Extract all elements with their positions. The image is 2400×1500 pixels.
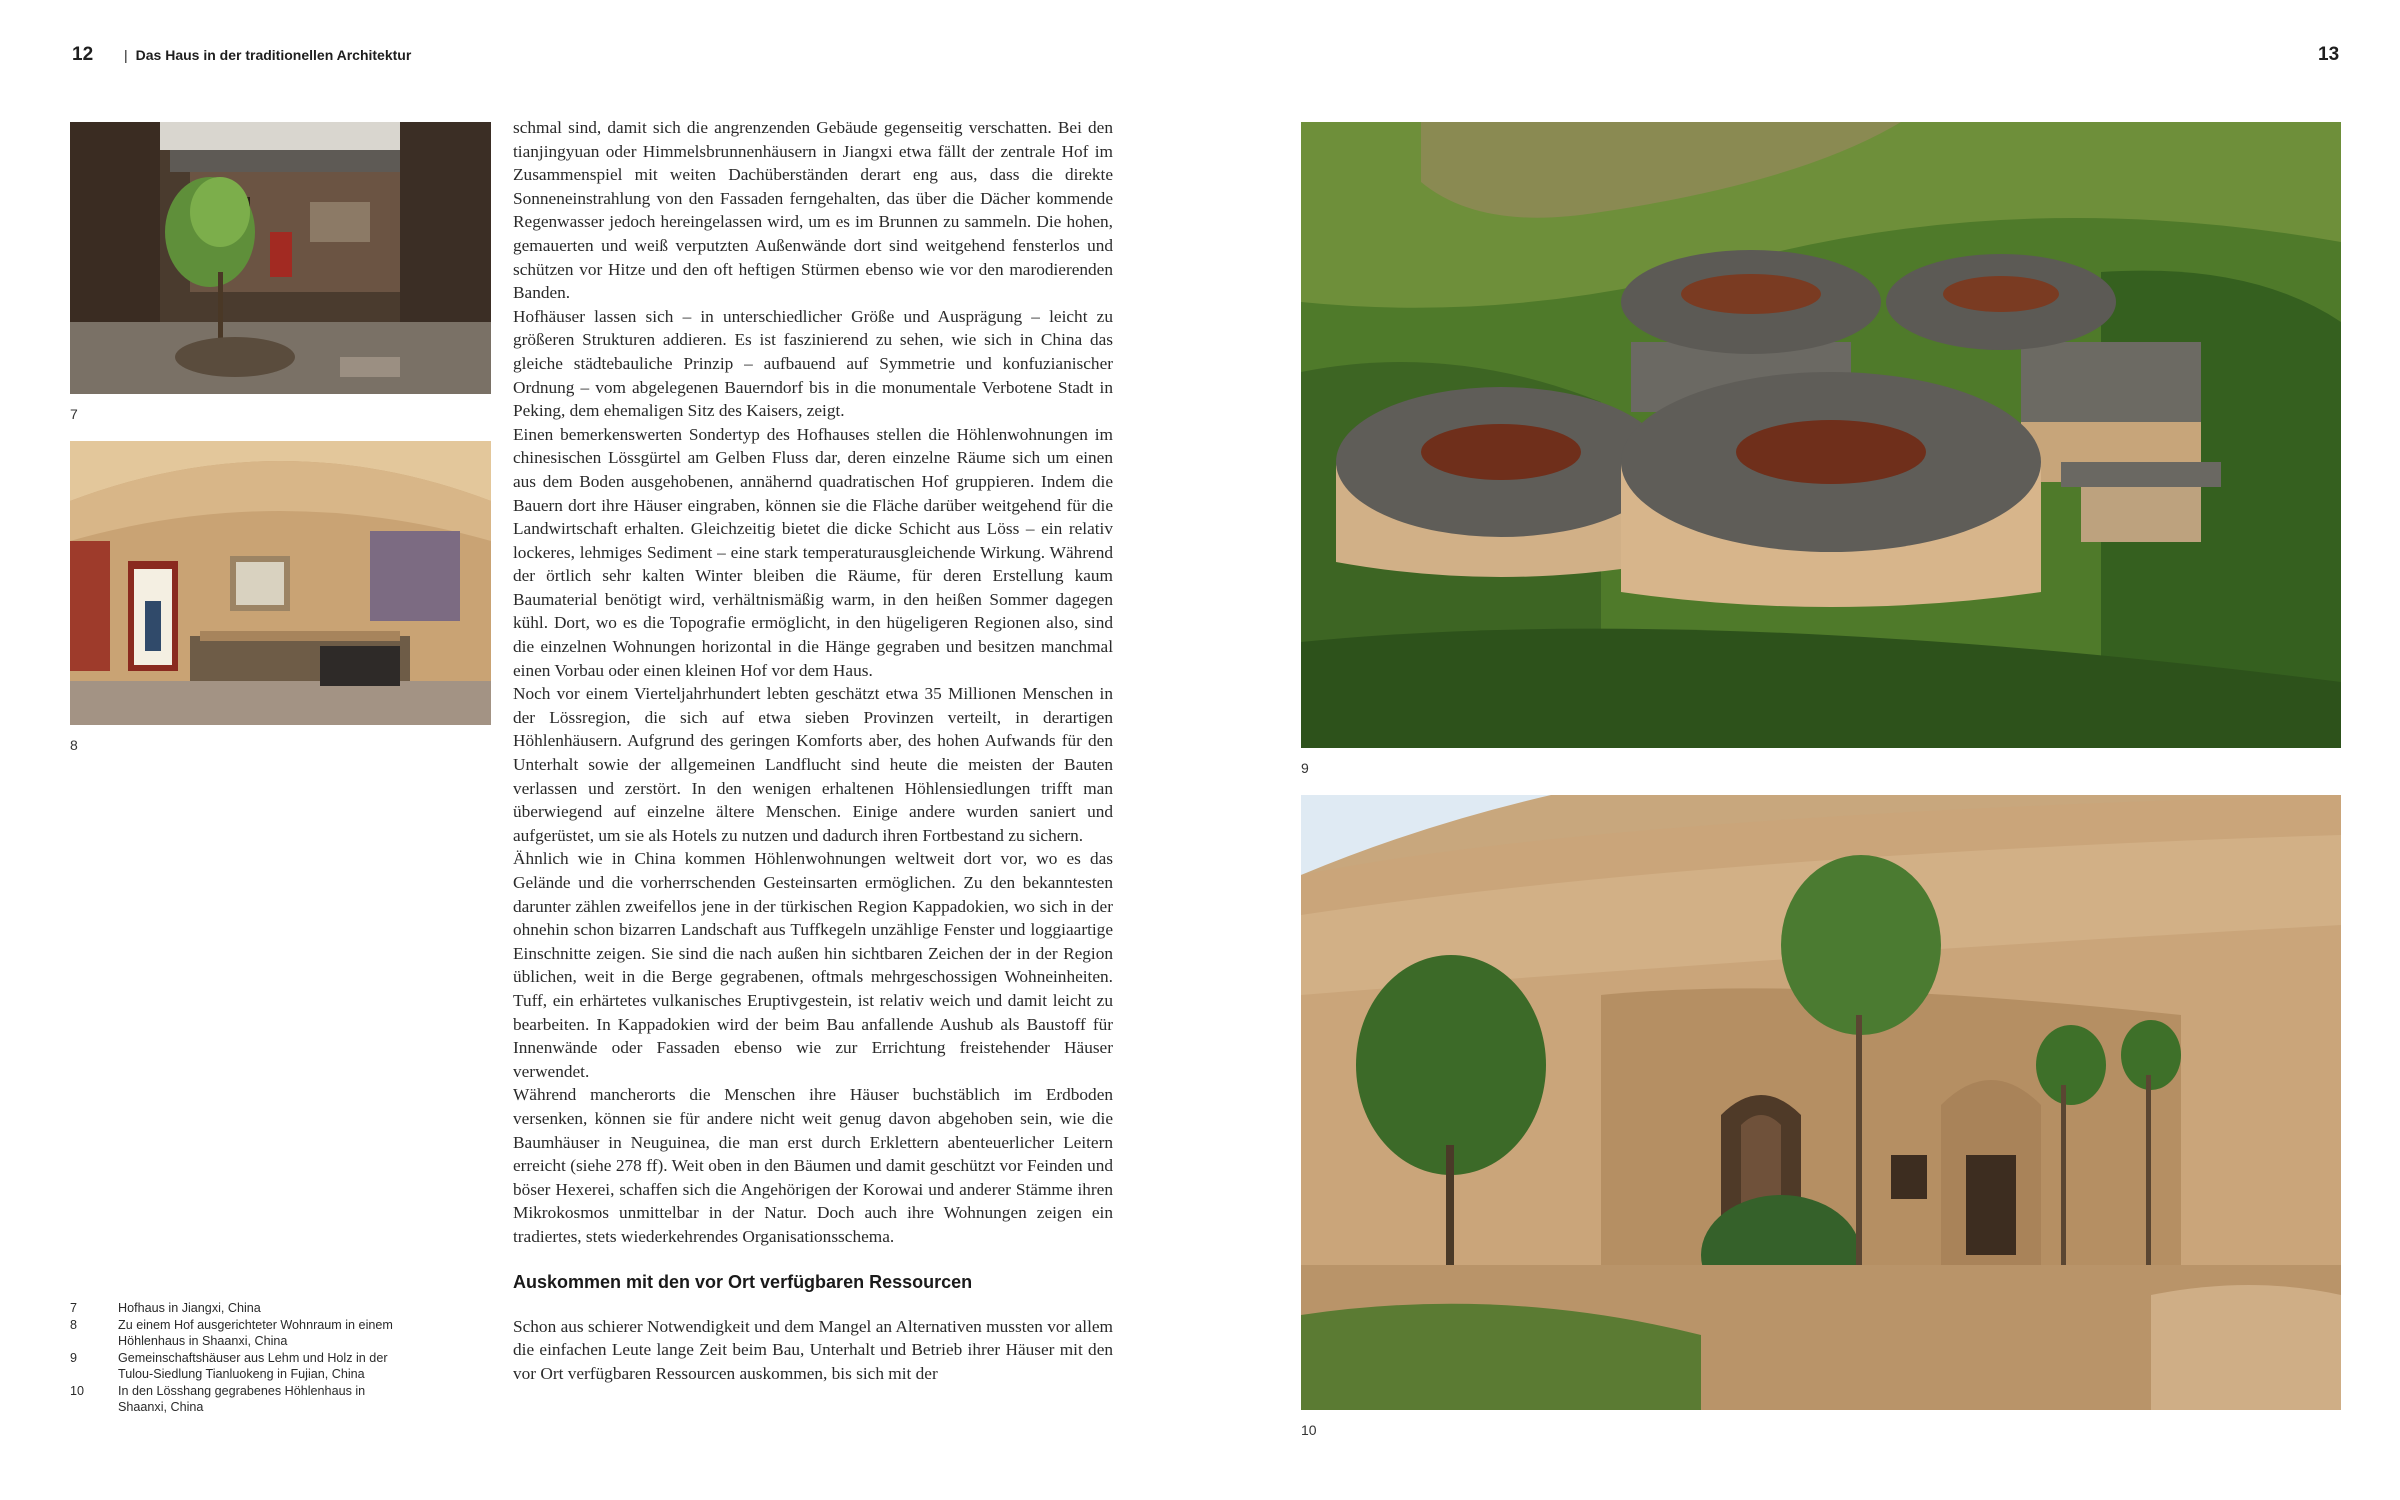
page-number-right: 13 — [2318, 44, 2340, 65]
caption-number: 9 — [70, 1350, 78, 1365]
photo-cave-interior — [70, 441, 491, 725]
body-paragraph: schmal sind, damit sich die angrenzenden Gebäude gegenseitig verschatten. Bei den tianjingyuan oder Himmelsbrunnenhäusern in Jiangxi etwa fällt der zentrale Hof im Zusammenspiel mit weiten Dachüberständen derart eng aus, dass die direkte Sonneneinstrahlung von den Fassaden ferngehalten, das über die Dächer kommende Regenwasser jedoch hereingelassen wird, um es im Brunnen zu sammeln. Die hohen, gemauerten und weiß verputzten Außenwände dort sind weitgehend fensterlos und schützen vor Hitze und den oft heftigen Stürmen ebenso wie vor den marodierenden Banden. — [513, 118, 1113, 303]
page-number-left: 12 — [72, 44, 94, 65]
caption-text: In den Lösshang gegrabenes Höhlenhaus in Shaanxi, China — [118, 1383, 366, 1414]
caption-text: Gemeinschaftshäuser aus Lehm und Holz in der Tulou-Siedlung Tianluokeng in Fujian, China — [118, 1350, 388, 1381]
body-paragraph: Einen bemerkenswerten Sondertyp des Hofhauses stellen die Höhlenwohnungen im chinesischen Lössgürtel am Gelben Fluss dar, deren einzelne Räume sich um einen aus dem Boden ausgehobenen, annähernd quadratischen Hof gruppieren. Indem die Bauern dort ihre Häuser eingraben, können sie die Fläche darüber weitgehend für die Landwirtschaft erhalten. Gleichzeitig bietet die dicke Schicht aus Löss – ein relativ lockeres, lehmiges Sediment – eine stark temperaturausgleichende Wirkung. Während der örtlich sehr kalten Winter bleiben die Räume, für deren Erstellung kaum Baumaterial benötigt wird, verhältnismäßig warm, in den heißen Sommer dagegen kühl. Dort, wo es die Topografie ermöglicht, in den hügeligeren Regionen also, sind die einzelnen Wohnungen horizontal in die Hänge gegraben und besitzen manchmal einen Vorbau oder einen kleinen Hof vor dem Haus. — [513, 424, 1113, 680]
caption-number: 7 — [70, 1301, 78, 1315]
figure-number-9: 9 — [1301, 760, 1309, 776]
figure-number-10: 10 — [1301, 1422, 1317, 1438]
running-head-text: Das Haus in der traditionellen Architektur — [135, 47, 412, 63]
running-head: | Das Haus in der traditionellen Architektur — [124, 47, 412, 63]
body-paragraph: Hofhäuser lassen sich – in unterschiedlicher Größe und Ausprägung – leicht zu größeren Strukturen addieren. Es ist faszinierend zu sehen, wie sich in China das gleiche städtebauliche Prinzip – aufbauend auf Symmetrie und konfuzianischer Ordnung – vom abgelegenen Bauerndorf bis in die monumentale Verbotene Stadt in Peking, dem ehemaligen Sitz des Kaisers, zeigt. — [513, 306, 1113, 421]
caption-text: Hofhaus in Jiangxi, China — [118, 1301, 261, 1315]
caption-number: 8 — [70, 1317, 78, 1332]
caption-number: 10 — [70, 1383, 85, 1398]
caption-row — [70, 1317, 400, 1350]
caption-row — [70, 1350, 400, 1383]
body-paragraph: Noch vor einem Vierteljahrhundert lebten geschätzt etwa 35 Millionen Menschen in der Lössregion, die sich auf etwa sieben Provinzen verteilt, in derartigen Höhlenhäusern. Aufgrund des geringen Komforts aber, des hohen Aufwands für den Unterhalt sowie der allgemeinen Landflucht sind heute die meisten der Bauten verlassen und zerstört. In den wenigen erhaltenen Höhlensiedlungen trifft man überwiegend auf einzelne ältere Menschen. Einige andere wurden saniert und aufgerüstet, um sie als Hotels zu nutzen und dadurch ihren Fortbestand zu sichern. — [513, 684, 1113, 845]
figure-number-7: 7 — [70, 406, 78, 422]
photo-courtyard-house — [70, 122, 491, 394]
photo-loess-cave-house — [1301, 795, 2341, 1410]
body-paragraph: Schon aus schierer Notwendigkeit und dem Mangel an Alternativen mussten vor allem die einfachen Leute lange Zeit beim Bau, Unterhalt und Betrieb ihrer Häuser mit den vor Ort verfügbaren Ressourcen auskommen, bis sich mit der — [513, 1316, 1113, 1383]
caption-text: Zu einem Hof ausgerichteter Wohnraum in einem Höhlenhaus in Shaanxi, China — [118, 1317, 393, 1348]
photo-tulou-settlement — [1301, 122, 2341, 748]
caption-row — [70, 1300, 400, 1317]
body-paragraph: Ähnlich wie in China kommen Höhlenwohnungen weltweit dort vor, wo es das Gelände und die vorherrschenden Gesteinsarten ermöglichen. Zu den bekanntesten darunter zählen zweifellos jene in der türkischen Region Kappadokien, wo sich in der ohnehin schon bizarren Landschaft aus Tuffkegeln unzählige Fenster und loggiaartige Einschnitte zeigen. Sie sind die nach außen hin sichtbaren Zeichen der in der Region üblichen, weit in die Berge gegrabenen, oftmals mehrgeschossigen Wohneinheiten. Tuff, ein erhärtetes vulkanisches Eruptivgestein, ist relativ weich und damit leicht zu bearbeiten. In Kappadokien wird der beim Bau anfallende Aushub als Baustoff für Innenwände oder Fassaden ebenso wie zur Errichtung freistehender Häuser verwendet. — [513, 849, 1113, 1081]
figure-number-8: 8 — [70, 737, 78, 753]
figure-captions — [70, 1300, 400, 1416]
caption-row — [70, 1383, 400, 1416]
body-paragraph: Während mancherorts die Menschen ihre Häuser buchstäblich im Erdboden versenken, können sie für andere nicht weit genug davon abgehoben sein, wie die Baumhäuser in Neuguinea, die man erst durch Erklettern abenteuerlicher Leitern erreicht (siehe 278 ff). Weit oben in den Bäumen und damit geschützt vor Feinden und böser Hexerei, schaffen sich die Angehörigen der Korowai und anderer Stämme ihren Mikrokosmos unmittelbar in der Natur. Doch auch ihre Wohnungen zeigen ein tradiertes, stets wiederkehrendes Organisationsschema. — [513, 1085, 1113, 1246]
section-heading: Auskommen mit den vor Ort verfügbaren Ressourcen — [513, 1271, 973, 1292]
body-text-column — [513, 116, 1113, 1385]
